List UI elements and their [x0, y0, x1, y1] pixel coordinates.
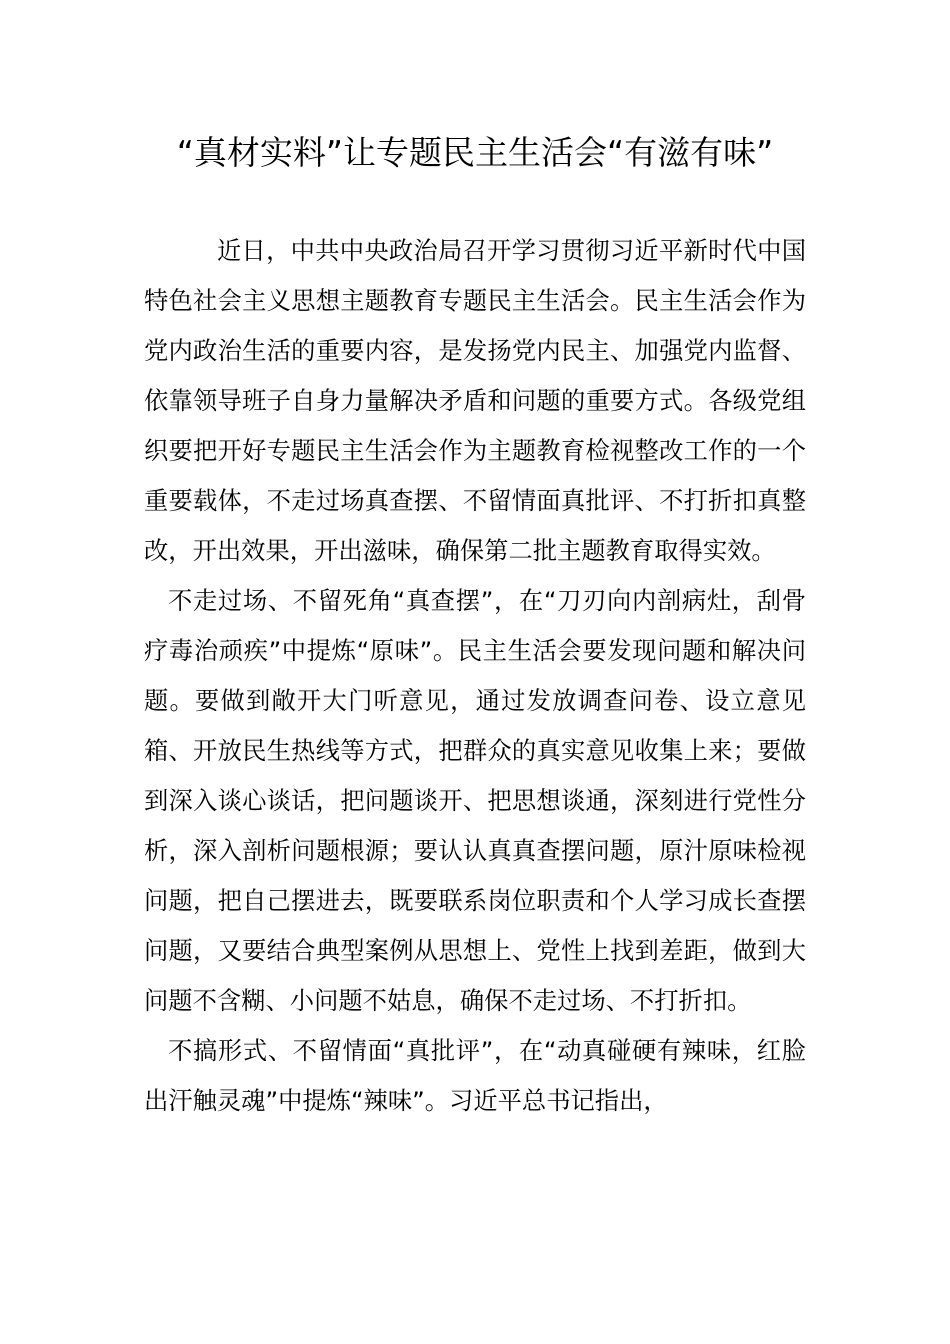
- document-body: [144, 226, 806, 1126]
- paragraph-3: 不搞形式、不留情面“真批评”，在“动真碰硬有辣味，红脸出汗触灵魂”中提炼“辣味”。习近平总书记指出，: [144, 1036, 806, 1115]
- paragraph-2: 不走过场、不留死角“真查摆”，在“刀刃向内剖病灶，刮骨疗毒治顽疾”中提炼“原味”。民主生活会要发现问题和解决问题。要做到敞开大门听意见，通过发放调查问卷、设立意见箱、开放民生热线等方式，把群众的真实意见收集上来；要做到深入谈心谈话，把问题谈开、把思想谈通，深刻进行党性分析，深入剖析问题根源；要认认真真查摆问题，原汁原味检视问题，把自己摆进去，既要联系岗位职责和个人学习成长查摆问题，又要结合典型案例从思想上、党性上找到差距，做到大问题不含糊、小问题不姑息，确保不走过场、不打折扣。: [144, 586, 806, 1015]
- document-title: “真材实料”让专题民主生活会“有滋有味”: [176, 133, 774, 172]
- paragraph-1: 近日，中共中央政治局召开学习贯彻习近平新时代中国特色社会主义思想主题教育专题民主生活会。民主生活会作为党内政治生活的重要内容，是发扬党内民主、加强党内监督、依靠领导班子自身力量解决矛盾和问题的重要方式。各级党组织要把开好专题民主生活会作为主题教育检视整改工作的一个重要载体，不走过场真查摆、不留情面真批评、不打折扣真整改，开出效果，开出滋味，确保第二批主题教育取得实效。: [144, 236, 806, 565]
